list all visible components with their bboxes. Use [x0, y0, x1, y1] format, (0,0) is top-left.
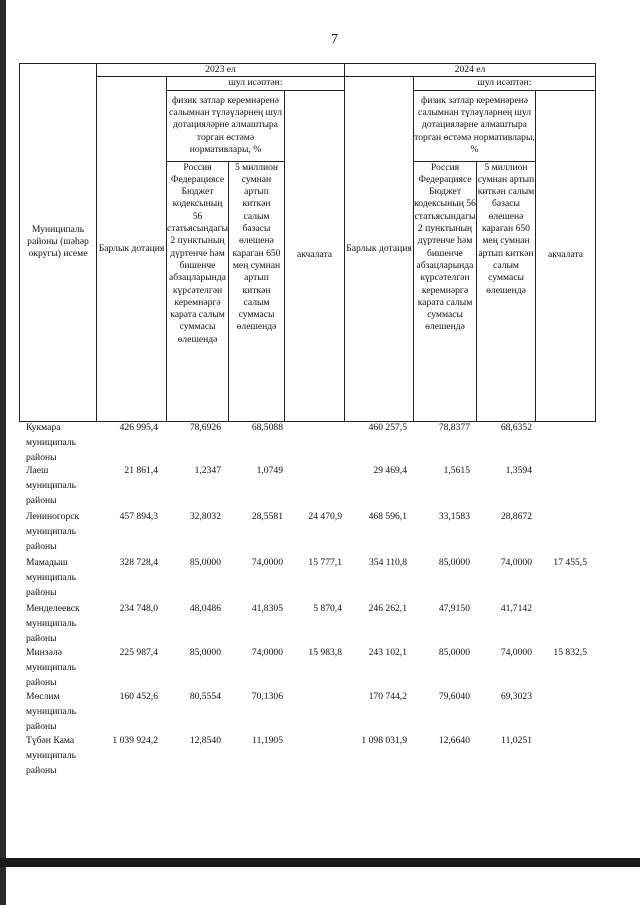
five-million-2023-header: 5 миллион сумнан артып киткән салым базасы өлешенә караган 650 мең сумнан артып киткән салым суммасы өлешендә: [229, 161, 285, 421]
budget-code-norm-2024: 33,1583: [438, 511, 470, 522]
budget-code-norm-2024: 78,8377: [438, 422, 470, 433]
total-dotation-2023-header: Барлык дотация: [97, 77, 167, 421]
five-million-norm-2023: 68,5088: [251, 422, 283, 433]
five-million-norm-2024: 1,3594: [505, 465, 532, 476]
cash-2023-header: акчалата: [285, 90, 345, 421]
dotation-2023: 1 039 924,2: [112, 735, 158, 746]
municipality-name: Лениногорск муниципаль районы: [26, 511, 80, 553]
dotation-2023: 225 987,4: [119, 647, 158, 658]
cash-2023: 15 983,8: [308, 647, 342, 658]
dotation-2024: 246 262,1: [368, 603, 407, 614]
five-million-norm-2024: 41,7142: [500, 603, 532, 614]
municipality-name: Минзәлә муниципаль районы: [26, 647, 77, 689]
including-2023-header: шул исәптән:: [167, 77, 345, 90]
budget-code-norm-2024: 85,0000: [438, 647, 470, 658]
five-million-norm-2023: 28,5581: [251, 511, 283, 522]
budget-code-norm-2024: 12,6640: [438, 735, 470, 746]
budget-code-2024-header: Россия Федерациясе Бюджет кодексының 56 статьясындагы 2 пунктының дүртенче һәм бишенче абзацларында күрсәтелгән керемнәргә карата салым суммасы өлешендә: [414, 161, 477, 421]
five-million-norm-2024: 68,6352: [500, 422, 532, 433]
municipality-header: Муниципаль районы (шәһәр округы) исеме: [20, 64, 97, 422]
five-million-norm-2023: 74,0000: [251, 647, 283, 658]
municipality-name: Лаеш муниципаль районы: [26, 465, 77, 507]
dotation-2024: 468 596,1: [368, 511, 407, 522]
dotation-2024: 1 098 031,9: [361, 735, 407, 746]
five-million-norm-2024: 11,0251: [501, 735, 532, 746]
budget-code-norm-2024: 85,0000: [438, 557, 470, 568]
total-dotation-2024-header: Барлык дотация: [345, 77, 414, 421]
budget-code-norm-2023: 12,8540: [189, 735, 221, 746]
budget-code-norm-2023: 32,8032: [189, 511, 221, 522]
budget-code-norm-2023: 80,5554: [189, 691, 221, 702]
dotation-2023: 21 861,4: [124, 465, 158, 476]
cash-2023: 15 777,1: [308, 557, 342, 568]
municipality-name: Кукмара муниципаль районы: [26, 422, 77, 464]
budget-code-2023-header: Россия Федерациясе Бюджет кодексының 56 статьясындагы 2 пунктының дүртенче һәм бишенче абзацларында күрсәтелгән керемнәргә карата салым суммасы өлешендә: [167, 161, 229, 421]
dotation-2024: 354 110,8: [368, 557, 407, 568]
municipality-name: Мамадыш муниципаль районы: [26, 557, 77, 599]
five-million-norm-2024: 74,0000: [500, 557, 532, 568]
budget-code-norm-2023: 85,0000: [189, 647, 221, 658]
cash-2023: 24 470,9: [308, 511, 342, 522]
five-million-norm-2023: 1,0749: [256, 465, 283, 476]
dotation-2024: 460 257,5: [368, 422, 407, 433]
page-number: 7: [331, 32, 338, 47]
five-million-norm-2024: 74,0000: [500, 647, 532, 658]
budget-code-norm-2023: 78,6926: [189, 422, 221, 433]
five-million-2024-header: 5 миллион сумнан артып киткән салым базасы өлешенә караган 650 мең сумнан артып киткән салым суммасы өлешендә: [477, 161, 536, 421]
dotation-2024: 29 469,4: [373, 465, 407, 476]
dotation-2024: 170 744,2: [368, 691, 407, 702]
dotation-2023: 234 748,0: [119, 603, 158, 614]
budget-code-norm-2024: 47,9150: [438, 603, 470, 614]
dotation-2023: 328 728,4: [119, 557, 158, 568]
municipality-name: Түбән Кама муниципаль районы: [26, 735, 77, 777]
dotation-2024: 243 102,1: [368, 647, 407, 658]
normatives-2023-header: физик затлар керемнәренә салымнан түләүләрнең шул дотацияләрне алмаштыра торган өстәмә нормативлары, %: [167, 90, 285, 161]
dotation-2023: 426 995,4: [119, 422, 158, 433]
cash-2024: 17 455,5: [553, 557, 587, 568]
dotation-2023: 160 452,6: [119, 691, 158, 702]
including-2024-header: шул исәптән:: [414, 77, 596, 90]
dotation-2023: 457 894,3: [119, 511, 158, 522]
five-million-norm-2023: 41,8305: [251, 603, 283, 614]
cash-2024: 15 832,5: [553, 647, 587, 658]
budget-code-norm-2023: 85,0000: [189, 557, 221, 568]
five-million-norm-2023: 11,1905: [252, 735, 283, 746]
budget-code-norm-2023: 1,2347: [194, 465, 221, 476]
municipality-name: Мөслим муниципаль районы: [26, 691, 77, 733]
budget-code-norm-2024: 1,5615: [443, 465, 470, 476]
budget-code-norm-2023: 48,0486: [189, 603, 221, 614]
five-million-norm-2023: 70,1306: [251, 691, 283, 702]
five-million-norm-2024: 69,3023: [500, 691, 532, 702]
five-million-norm-2023: 74,0000: [251, 557, 283, 568]
five-million-norm-2024: 28,8672: [500, 511, 532, 522]
cash-2024-header: акчалата: [536, 90, 596, 421]
normatives-2024-header: физик затлар керемнәренә салымнан түләүләрнең шул дотацияләрне алмаштыра торган өстәмә нормативлары, %: [414, 90, 536, 161]
cash-2023: 5 870,4: [313, 603, 342, 614]
budget-code-norm-2024: 79,6040: [438, 691, 470, 702]
year-2024-header: 2024 ел: [345, 64, 596, 77]
year-2023-header: 2023 ел: [97, 64, 345, 77]
municipality-name: Менделеевск муниципаль районы: [26, 603, 80, 645]
